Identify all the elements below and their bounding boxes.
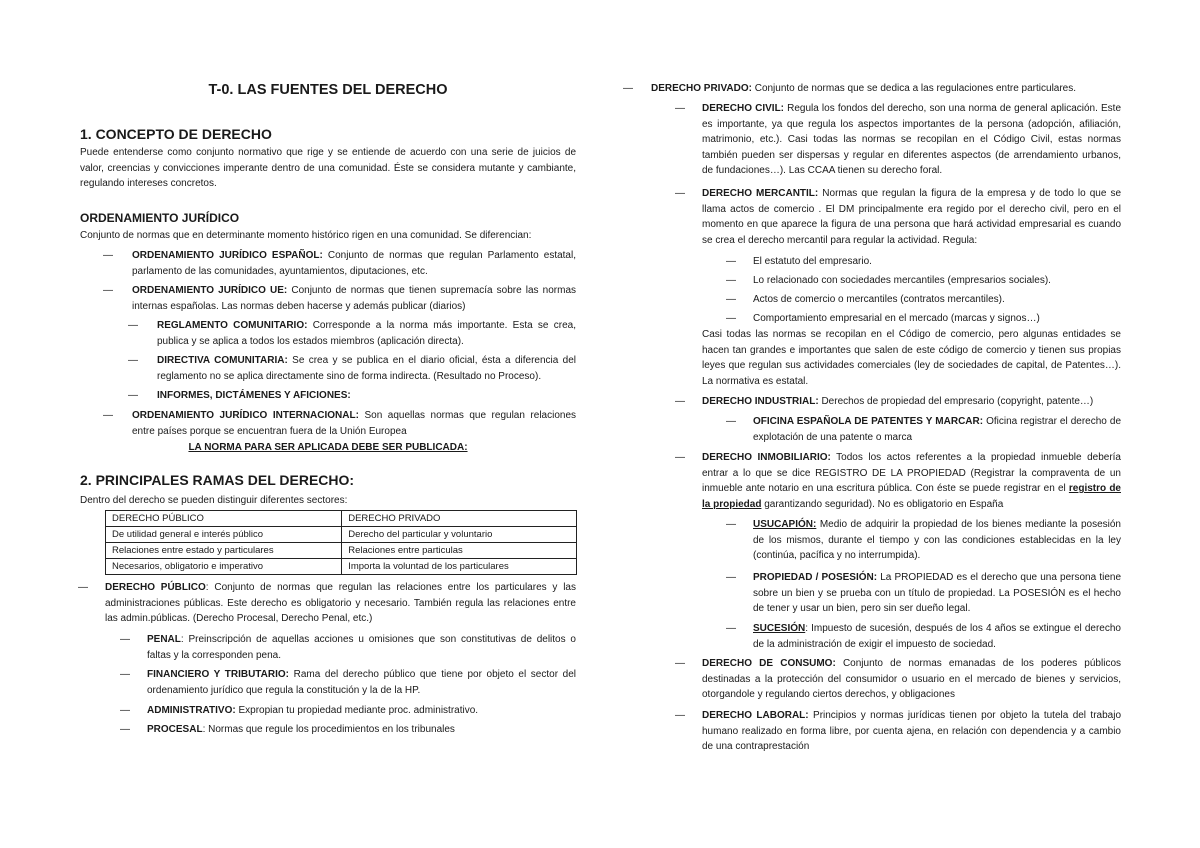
ordenamiento-heading: ORDENAMIENTO JURÍDICO xyxy=(80,211,240,225)
item-text: Se crea y se publica en el diario oficial, ésta a diferencia del reglamento no se aplica directamente sino de forma indirecta. (Resultado no Proceso). xyxy=(157,355,576,382)
item-label: PENAL xyxy=(147,634,181,645)
item-text: La PROPIEDAD es el derecho que una persona tiene sobre un bien y se prueba con un título de propiedad. La POSESIÓN es el hecho de tener y usar un bien, pero sin ser dueño legal. xyxy=(753,572,1122,614)
table-row xyxy=(106,559,577,575)
dash-bullet: — xyxy=(726,275,736,286)
item-label: DERECHO LABORAL: xyxy=(702,710,809,721)
derecho-civil-item xyxy=(702,101,1121,179)
ordenamiento-item-ue xyxy=(132,283,576,314)
item-text: Corresponde a la norma más importante. Esta se crea, publica y se aplica a todos los estados miembros (aplicación directa). xyxy=(157,320,576,347)
dash-bullet: — xyxy=(78,582,88,593)
item-label: REGLAMENTO COMUNITARIO: xyxy=(157,320,308,331)
derecho-privado-item xyxy=(651,81,1121,97)
mercantil-item: El estatuto del empresario. xyxy=(753,256,872,267)
item-label: OFICINA ESPAÑOLA DE PATENTES Y MARCAR: xyxy=(753,416,984,427)
dash-bullet: — xyxy=(120,634,130,645)
dash-bullet: — xyxy=(726,519,736,530)
item-label: PROCESAL xyxy=(147,724,203,735)
section-1-text: Puede entenderse como conjunto normativo que rige y se entiende de acuerdo con una serie de juicios de valor, creencias y convicciones imperante dentro de una comunidad. Éste se considera mutante y cambiante, regulando intereses concretos. xyxy=(80,147,576,189)
ordenamiento-item-internacional xyxy=(132,408,576,439)
ordenamiento-item-informes xyxy=(157,388,576,404)
table-header: DERECHO PÚBLICO xyxy=(106,511,342,527)
dash-bullet: — xyxy=(120,724,130,735)
table-cell: Importa la voluntad de los particulares xyxy=(342,559,577,575)
item-text: : Conjunto de normas que regulan las relaciones entre los particulares y las administraciones públicas. Este derecho es obligatorio y necesario. También regula las relaciones entre las admin.públicas. (Derecho Procesal, Derecho Penal, etc.) xyxy=(105,582,576,624)
dash-bullet: — xyxy=(120,669,130,680)
dash-bullet: — xyxy=(103,250,113,261)
table-cell: Relaciones entre particulas xyxy=(342,543,577,559)
item-label: ORDENAMIENTO JURÍDICO INTERNACIONAL: xyxy=(132,410,359,421)
dash-bullet: — xyxy=(675,710,685,721)
item-text: Principios y normas jurídicas tienen por objeto la tutela del trabajo humano realizado en forma libre, por cuenta ajena, en relación con dependencia y a cambio de una contraprestación xyxy=(702,710,1122,752)
item-label: PROPIEDAD / POSESIÓN: xyxy=(753,572,878,583)
item-text: Son aquellas normas que regulan relaciones entre países porque se encuentran fuera de la Unión Europea xyxy=(132,410,577,437)
item-label: DERECHO DE CONSUMO: xyxy=(702,658,836,669)
item-text: Regula los fondos del derecho, son una norma de general aplicación. Este es importante, ya que regula los aspectos importantes de la persona (adopción, afiliación, matrimonio, etc.). Casi todas las normas se recopilan en el Código Civil, estas normas también pueden ser dispersas y regular en diferentes aspectos (de arrendamiento urbanos, de fundaciones…). Las CCAA tienen su derecho foral. xyxy=(702,103,1122,176)
inmobiliario-sub-usucapion xyxy=(753,517,1121,564)
item-label: ORDENAMIENTO JURÍDICO UE: xyxy=(132,285,288,296)
dash-bullet: — xyxy=(726,313,736,324)
dash-bullet: — xyxy=(675,658,685,669)
inmobiliario-sub-sucesion xyxy=(753,621,1121,652)
inmobiliario-sub-propiedad xyxy=(753,570,1121,617)
derecho-laboral-item xyxy=(702,708,1121,755)
mercantil-item: Actos de comercio o mercantiles (contratos mercantiles). xyxy=(753,294,1005,305)
item-label: FINANCIERO Y TRIBUTARIO: xyxy=(147,669,289,680)
dash-bullet: — xyxy=(103,410,113,421)
item-label: ORDENAMIENTO JURÍDICO ESPAÑOL: xyxy=(132,250,323,261)
item-text: : Preinscripción de aquellas acciones u omisiones que son constitutivas de delitos o faltas y la corresponden pena. xyxy=(147,634,576,661)
comparison-table xyxy=(105,510,577,575)
derecho-consumo-item xyxy=(702,656,1121,703)
dash-bullet: — xyxy=(726,623,736,634)
dash-bullet: — xyxy=(726,416,736,427)
registro-propiedad-underlined: registro de la propiedad xyxy=(702,483,1121,510)
mercantil-item: Lo relacionado con sociedades mercantiles (empresarios sociales). xyxy=(753,275,1051,286)
item-text: Conjunto de normas emanadas de los poderes públicos destinadas a la protección del consumidor o usuario en el mercado de bienes y servicios, otorgandole y regulando ciertos derechos, y obligaciones xyxy=(702,658,1121,700)
dash-bullet: — xyxy=(675,396,685,407)
item-label: DIRECTIVA COMUNITARIA: xyxy=(157,355,288,366)
item-label: DERECHO CIVIL: xyxy=(702,103,785,114)
mercantil-after-text: Casi todas las normas se recopilan en el Código de comercio, pero algunas entidades se hacen tan grandes e importantes que salen de este código de comercio y tienen sus propias leyes que regulan sus actividades comerciales (ley de sociedades de capital, de Patentes…). La normativa es estatal. xyxy=(702,329,1121,387)
item-text: garantizando seguridad). No es obligatorio en España xyxy=(761,498,1004,510)
ordenamiento-intro: Conjunto de normas que en determinante momento histórico rigen en una comunidad. Se diferencian: xyxy=(80,230,532,241)
ordenamiento-item-reglamento xyxy=(157,318,576,349)
item-text: Oficina registrar el derecho de explotación de una patente o marca xyxy=(753,416,1122,443)
dash-bullet: — xyxy=(726,572,736,583)
item-text: Expropian tu propiedad mediante proc. administrativo. xyxy=(235,705,479,716)
publico-sub-financiero xyxy=(147,667,576,698)
derecho-publico-item xyxy=(105,580,576,627)
item-label: SUCESIÓN xyxy=(753,623,806,634)
dash-bullet: — xyxy=(120,705,130,716)
derecho-industrial-item xyxy=(702,394,1121,410)
item-text: Todos los actos referentes a la propiedad inmueble debería entrar a lo que se dice REGISTRO DE LA PROPIEDAD (Registrar la compraventa de un inmueble ante notario en una escritura pública. Con éste se puede registrar en el xyxy=(702,452,1121,494)
item-label: DERECHO INDUSTRIAL: xyxy=(702,396,819,407)
table-cell: Necesarios, obligatorio e imperativo xyxy=(106,559,342,575)
item-text: : Impuesto de sucesión, después de los 4 años se extingue el derecho de la administración de exigir el impuesto de sociedad. xyxy=(753,623,1121,650)
dash-bullet: — xyxy=(128,320,138,331)
dash-bullet: — xyxy=(103,285,113,296)
mercantil-item: Comportamiento empresarial en el mercado (marcas y signos…) xyxy=(753,313,1040,324)
oficina-patentes-item xyxy=(753,414,1121,445)
section-2-intro: Dentro del derecho se pueden distinguir diferentes sectores: xyxy=(80,495,348,506)
publico-sub-administrativo xyxy=(147,703,576,719)
item-label: ADMINISTRATIVO: xyxy=(147,705,236,716)
derecho-mercantil-item xyxy=(702,186,1121,248)
item-text: Conjunto de normas que regulan Parlamento estatal, parlamento de las comunidades, ayuntamientos, diputaciones, etc. xyxy=(132,250,576,277)
section-2-heading: 2. PRINCIPALES RAMAS DEL DERECHO: xyxy=(80,472,355,488)
table-row xyxy=(106,527,577,543)
publico-sub-penal xyxy=(147,632,576,663)
ordenamiento-item-espanol xyxy=(132,248,576,279)
item-label: DERECHO INMOBILIARIO: xyxy=(702,452,831,463)
item-text: Derechos de propiedad del empresario (copyright, patente…) xyxy=(818,396,1094,407)
dash-bullet: — xyxy=(726,256,736,267)
table-header: DERECHO PRIVADO xyxy=(342,511,577,527)
item-text: Rama del derecho público que tiene por objeto el sector del ordenamiento jurídico que regula la constitución y la de la HP. xyxy=(147,669,576,696)
dash-bullet: — xyxy=(128,355,138,366)
dash-bullet: — xyxy=(128,390,138,401)
table-cell: Relaciones entre estado y particulares xyxy=(106,543,342,559)
table-header-row xyxy=(106,511,577,527)
item-text: Conjunto de normas que se dedica a las regulaciones entre particulares. xyxy=(751,83,1077,94)
publico-sub-procesal xyxy=(147,722,576,738)
section-1-heading: 1. CONCEPTO DE DERECHO xyxy=(80,126,272,142)
dash-bullet: — xyxy=(726,294,736,305)
item-label: DERECHO MERCANTIL: xyxy=(702,188,819,199)
dash-bullet: — xyxy=(623,83,633,94)
table-row xyxy=(106,543,577,559)
dash-bullet: — xyxy=(675,103,685,114)
item-label: DERECHO PÚBLICO xyxy=(105,582,206,593)
item-label: USUCAPIÓN: xyxy=(753,519,817,530)
publication-note: LA NORMA PARA SER APLICADA DEBE SER PUBLICADA: xyxy=(188,442,468,453)
table-cell: De utilidad general e interés público xyxy=(106,527,342,543)
derecho-inmobiliario-item xyxy=(702,450,1121,512)
ordenamiento-item-directiva xyxy=(157,353,576,384)
item-label: DERECHO PRIVADO: xyxy=(651,83,752,94)
item-text: Medio de adquirir la propiedad de los bienes mediante la posesión de los mismos, durante el tiempo y con las condiciones establecidas en la ley (continúa, pacífica y no interrumpida). xyxy=(753,519,1121,561)
dash-bullet: — xyxy=(675,188,685,199)
item-text: Normas que regulan la figura de la empresa y de todo lo que se llama actos de comercio . El DM principalmente era regido por el derecho civil, pero en el momento en que aparece la figura de una persona que hará actividad empresarial es cuando se crea el derecho mercantil para regular la actividad. Regula: xyxy=(702,188,1122,246)
document-title: T-0. LAS FUENTES DEL DERECHO xyxy=(208,82,448,98)
item-text: Conjunto de normas que tienen supremacía sobre las normas internas españolas. Las normas deben hacerse y además publicar (diarios) xyxy=(132,285,577,312)
dash-bullet: — xyxy=(675,452,685,463)
table-cell: Derecho del particular y voluntario xyxy=(342,527,577,543)
item-text: : Normas que regule los procedimientos en los tribunales xyxy=(202,724,455,735)
item-label: INFORMES, DICTÁMENES Y AFICIONES: xyxy=(157,390,351,401)
